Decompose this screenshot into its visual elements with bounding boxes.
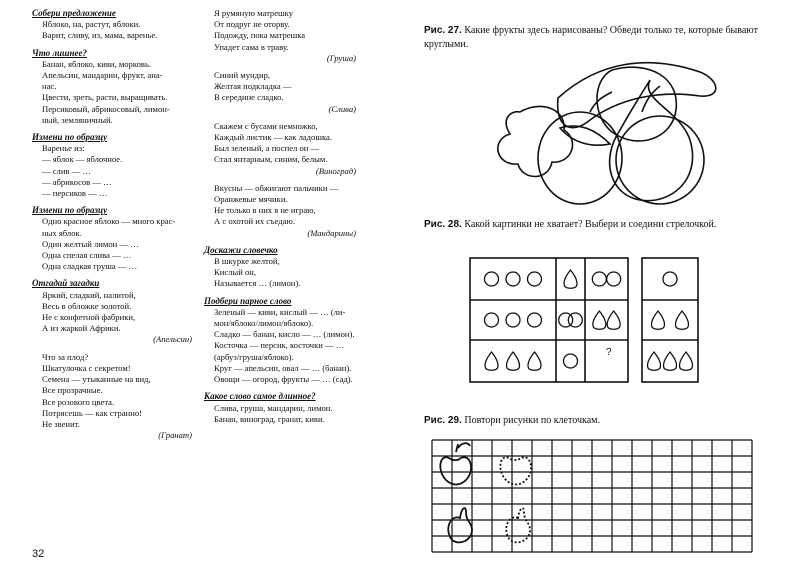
text-line: Персиковый, абрикосовый, лимон- [42,103,170,114]
apple-icon [564,354,578,368]
text-line: Вкусны — обжигают пальчики — [214,182,339,193]
text-line: Называется … (лимон). [214,278,301,289]
riddle-answer: (Апельсин) [153,334,192,345]
grape-leaf-outline [498,106,573,176]
riddle-answer: (Мандарины) [307,227,356,238]
sample-pear-dotted [506,508,530,542]
text-line: Шкатулочка с секретом! [42,362,131,373]
plum-outline [597,67,676,141]
apple-icon [528,272,542,286]
text-line: Я румяную матрешку [214,8,294,18]
riddle-answer: (Виноград) [315,165,356,176]
pear-icon [485,352,498,370]
pear-icon [506,352,519,370]
text-line: Овощи — огород, фрукты — … (сад). [214,374,353,385]
orange-outline-right [616,116,704,204]
text-line: Что за плод? [42,351,89,362]
exercise-heading: Доскажи словечко [204,244,278,255]
pear-icon [528,352,541,370]
text-line: Стал янтарным, синим, белым. [214,154,328,165]
pear-icon [647,352,660,370]
banana-outline [558,63,716,128]
text-line: Одна спелая слива — … [42,250,132,261]
text-line: Яркий, сладкий, налитой, [42,289,136,300]
page-number: 32 [32,548,45,560]
fig29-graph-paper [432,440,752,552]
text-line: В середине сладко. [214,92,284,103]
exercise-heading: Отгадай загадки [32,278,100,289]
text-line: Был зеленый, а поспел он — [214,143,320,154]
text-line: Слива, груша, мандарин, лимон. [214,402,333,413]
text-line: В шкурке желтой, [214,256,280,267]
text-line: Скажем с бусами немножко, [214,120,318,131]
text-line: Зеленый — киви, кислый — … (ли- [214,306,346,317]
text-line: Подожду, пока матрешка [214,30,306,41]
text-line: Семена — утыканные на вид, [42,374,151,385]
apple-icon [663,272,677,286]
apple-icon [485,272,499,286]
text-line: Один желтый лимон — … [42,238,139,249]
pear-icon [593,311,606,329]
text-line: ных яблок. [42,227,82,238]
exercise-heading: Подбери парное слово [204,295,292,306]
leaf-line [560,126,610,145]
text-line: Каждый листик — как ладошка. [214,132,332,143]
sample-apple-stem [456,443,470,452]
riddle-answer: (Груша) [326,52,356,63]
exercise-heading: Измени по образцу [32,205,108,216]
text-line: — яблок — яблочное. [42,154,123,165]
apple-icon [528,313,542,327]
apple-icon [506,313,520,327]
text-line: Одна сладкая груша — … [42,261,138,272]
fig28-text: Какой картинки не хватает? Выбери и соедини стрелочкой. [464,219,717,230]
text-line: А с охотой их съедаю. [214,216,295,227]
text-line: Апельсин, мандарин, фрукт, ана- [42,70,163,81]
sample-apple-dotted [500,457,531,484]
exercise-heading: Измени по образцу [32,132,108,143]
pear-icon [607,311,620,329]
apple-icon [607,272,621,286]
text-line: Все розового цвета. [42,396,115,407]
fig29-sample-drawings [440,443,531,542]
text-line: нас. [42,81,57,92]
text-line: От подруг не оторву. [214,19,290,30]
text-line: Сладко — банан, кисло — … (лимон). [214,329,355,340]
fig29-number: Рис. 29. [424,415,462,426]
text-line: — персиков — … [42,188,108,199]
fig28-fruit-icons [485,270,693,370]
text-line: мон/яблоко/лимон/яблоко). [214,318,314,329]
text-line: Не звенит. [42,418,80,429]
fig28-number: Рис. 28. [424,219,462,230]
text-line: — абрикосов — … [42,176,112,187]
missing-cell-question-mark: ? [606,347,612,358]
apple-icon [592,272,606,286]
text-line: Синий мундир, [214,70,271,81]
riddle-answer: (Гранат) [158,430,192,441]
text-line: Оранжевые мячики. [214,194,288,205]
fig27-text: Какие фрукты здесь нарисованы? Обведи только те, которые бывают круглыми. [424,25,758,50]
text-line: Банан, яблоко, киви, морковь. [42,58,152,69]
exercise-heading: Что лишнее? [32,47,87,58]
text-line: Яблоко, на, растут, яблоки. [42,19,141,30]
text-line: ный, земляничный. [42,114,113,125]
pear-icon [675,311,688,329]
fig27-number: Рис. 27. [424,25,462,36]
apple-icon [506,272,520,286]
text-line: Весь в обложке золотой. [42,300,132,311]
apple-icon [568,313,582,327]
text-line: Потрясешь — как странно! [42,407,142,418]
text-line: А из жаркой Африки. [42,323,121,334]
riddle-answer: (Слива) [328,103,356,114]
text-line: Цвести, зреть, расти, выращивать. [42,92,168,103]
text-line: Одно красное яблоко — много крас- [42,216,176,227]
pear-icon [679,352,692,370]
text-line: (арбуз/груша/яблоко). [214,351,294,362]
text-line: — слив — … [42,165,91,176]
text-line: Не с конфетной фабрики, [42,312,136,323]
text-line: Косточка — персик, косточки — … [214,340,345,351]
text-line: Варит, сливу, из, мама, варенье. [42,30,158,41]
fig27-fruit-tangle [498,63,716,204]
text-line: Упадет сама в траву. [214,41,289,52]
text-line: Все прозрачные. [42,385,103,396]
text-line: Желтая подкладка — [214,81,292,92]
text-line: Варенье из: [42,143,85,154]
pear-icon [663,352,676,370]
exercise-heading: Какое слово самое длинное? [204,391,316,402]
apple-icon [485,313,499,327]
exercise-heading: Собери предложение [32,8,116,18]
text-line: Банан, виноград, гранат, киви. [214,413,325,424]
text-line: Кислый он, [214,267,256,278]
sample-apple-icon [440,457,471,484]
fig29-text: Повтори рисунки по клеточкам. [464,415,600,426]
text-line: Круг — апельсин, овал — … (банан). [214,362,352,373]
text-line: Не только в них я не играю, [214,205,316,216]
pear-icon [651,311,664,329]
pear-icon [564,270,577,288]
